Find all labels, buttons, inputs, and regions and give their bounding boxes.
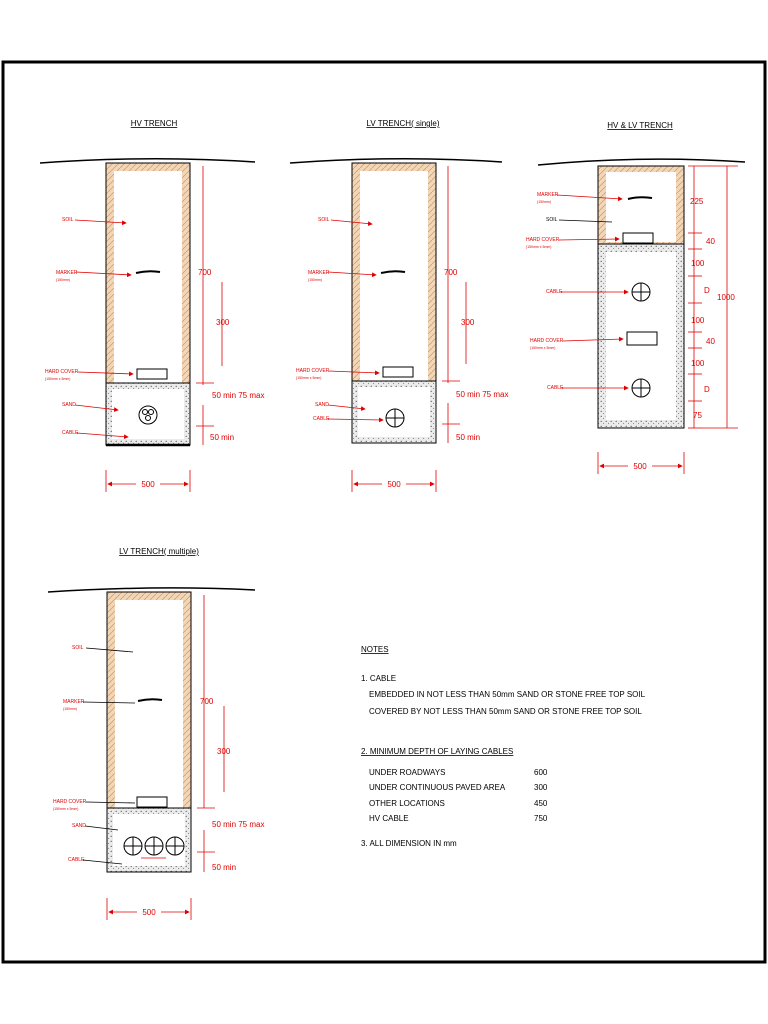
svg-text:50 min: 50 min: [210, 433, 235, 442]
svg-text:(150mm): (150mm): [56, 278, 71, 282]
svg-text:50 min 75 max: 50 min 75 max: [212, 820, 265, 829]
svg-text:HARD COVER: HARD COVER: [45, 369, 79, 375]
svg-text:1000: 1000: [717, 293, 735, 302]
svg-text:CABLE: CABLE: [62, 430, 79, 436]
svg-text:CABLE: CABLE: [313, 416, 330, 422]
svg-text:300: 300: [461, 318, 475, 327]
trench-inner: [114, 171, 182, 383]
hv-cable: [632, 283, 650, 301]
svg-text:(150mm x 5mm): (150mm x 5mm): [296, 376, 322, 380]
svg-text:CABLE: CABLE: [547, 385, 564, 391]
svg-text:MARKER: MARKER: [56, 270, 78, 276]
svg-text:500: 500: [387, 480, 401, 489]
lv-single-title: LV TRENCH( single): [366, 119, 440, 128]
svg-text:500: 500: [141, 480, 155, 489]
svg-text:700: 700: [444, 268, 458, 277]
depth-value: 300: [534, 783, 548, 792]
svg-text:500: 500: [142, 908, 156, 917]
svg-text:75: 75: [693, 411, 702, 420]
hv-trench: [40, 119, 264, 492]
svg-text:D: D: [704, 286, 710, 295]
svg-text:50 min: 50 min: [456, 433, 481, 442]
lv-cable: [386, 409, 404, 427]
svg-text:MARKER: MARKER: [63, 699, 85, 705]
svg-text:SAND: SAND: [315, 402, 329, 408]
svg-text:D: D: [704, 385, 710, 394]
svg-text:HARD COVER: HARD COVER: [530, 338, 564, 344]
svg-text:(150mm x 5mm): (150mm x 5mm): [530, 346, 556, 350]
svg-text:(150mm): (150mm): [63, 707, 78, 711]
svg-text:700: 700: [198, 268, 212, 277]
hard-cover: [137, 369, 167, 379]
hv-lv-title: HV & LV TRENCH: [607, 121, 673, 130]
svg-text:HARD COVER: HARD COVER: [53, 799, 87, 805]
note-1-title: 1. CABLE: [361, 674, 397, 683]
svg-text:50 min 75 max: 50 min 75 max: [456, 390, 509, 399]
hard-cover: [383, 367, 413, 377]
svg-text:100: 100: [691, 359, 705, 368]
hard-cover: [137, 797, 167, 807]
notes: [361, 645, 646, 848]
svg-text:100: 100: [691, 259, 705, 268]
svg-text:HARD COVER: HARD COVER: [296, 368, 330, 374]
svg-text:SOIL: SOIL: [72, 645, 84, 651]
svg-text:CABLE: CABLE: [68, 857, 85, 863]
depth-value: 450: [534, 799, 548, 808]
note-3: 3. ALL DIMENSION IN mm: [361, 839, 457, 848]
svg-text:500: 500: [633, 462, 647, 471]
ground-line: [40, 159, 255, 163]
depth-location: OTHER LOCATIONS: [369, 799, 445, 808]
note-1-line2: COVERED BY NOT LESS THAN 50mm SAND OR STONE FREE TOP SOIL: [369, 707, 642, 716]
svg-text:(150mm x 5mm): (150mm x 5mm): [53, 807, 79, 811]
hard-cover-top: [623, 233, 653, 243]
hv-lv-trench: [526, 121, 745, 474]
svg-text:SOIL: SOIL: [318, 217, 330, 223]
note-2-title: 2. MINIMUM DEPTH OF LAYING CABLES: [361, 747, 514, 756]
svg-text:300: 300: [217, 747, 231, 756]
svg-text:SOIL: SOIL: [546, 217, 558, 223]
svg-text:(150mm): (150mm): [537, 200, 552, 204]
lv-cables: [124, 837, 184, 858]
svg-text:300: 300: [216, 318, 230, 327]
svg-text:CABLE: CABLE: [546, 289, 563, 295]
svg-text:225: 225: [690, 197, 704, 206]
svg-text:100: 100: [691, 316, 705, 325]
lv-cable: [632, 379, 650, 397]
lv-trench-single: [290, 119, 508, 492]
svg-text:50 min 75 max: 50 min 75 max: [212, 391, 265, 400]
note-1-line1: EMBEDDED IN NOT LESS THAN 50mm SAND OR STONE FREE TOP SOIL: [369, 690, 646, 699]
lv-multiple-title: LV TRENCH( multiple): [119, 547, 199, 556]
hard-cover-middle: [627, 332, 657, 345]
svg-text:40: 40: [706, 237, 715, 246]
depth-location: UNDER CONTINUOUS PAVED AREA: [369, 783, 506, 792]
svg-text:700: 700: [200, 697, 214, 706]
svg-text:(150mm): (150mm): [308, 278, 323, 282]
svg-text:(150mm x 5mm): (150mm x 5mm): [45, 377, 71, 381]
svg-text:HARD COVER: HARD COVER: [526, 237, 560, 243]
hv-cable: [139, 406, 157, 424]
depth-location: HV CABLE: [369, 814, 409, 823]
lv-trench-multiple: [48, 547, 264, 920]
depth-value: 750: [534, 814, 548, 823]
hv-trench-title: HV TRENCH: [130, 119, 178, 128]
svg-text:50 min: 50 min: [212, 863, 237, 872]
notes-heading: NOTES: [361, 645, 389, 654]
svg-text:SAND: SAND: [62, 402, 76, 408]
depth-value: 600: [534, 768, 548, 777]
svg-text:40: 40: [706, 337, 715, 346]
svg-text:SOIL: SOIL: [62, 217, 74, 223]
svg-text:MARKER: MARKER: [537, 192, 559, 198]
svg-text:(150mm x 5mm): (150mm x 5mm): [526, 245, 552, 249]
depth-location: UNDER ROADWAYS: [369, 768, 446, 777]
svg-text:MARKER: MARKER: [308, 270, 330, 276]
svg-text:SAND: SAND: [72, 823, 86, 829]
